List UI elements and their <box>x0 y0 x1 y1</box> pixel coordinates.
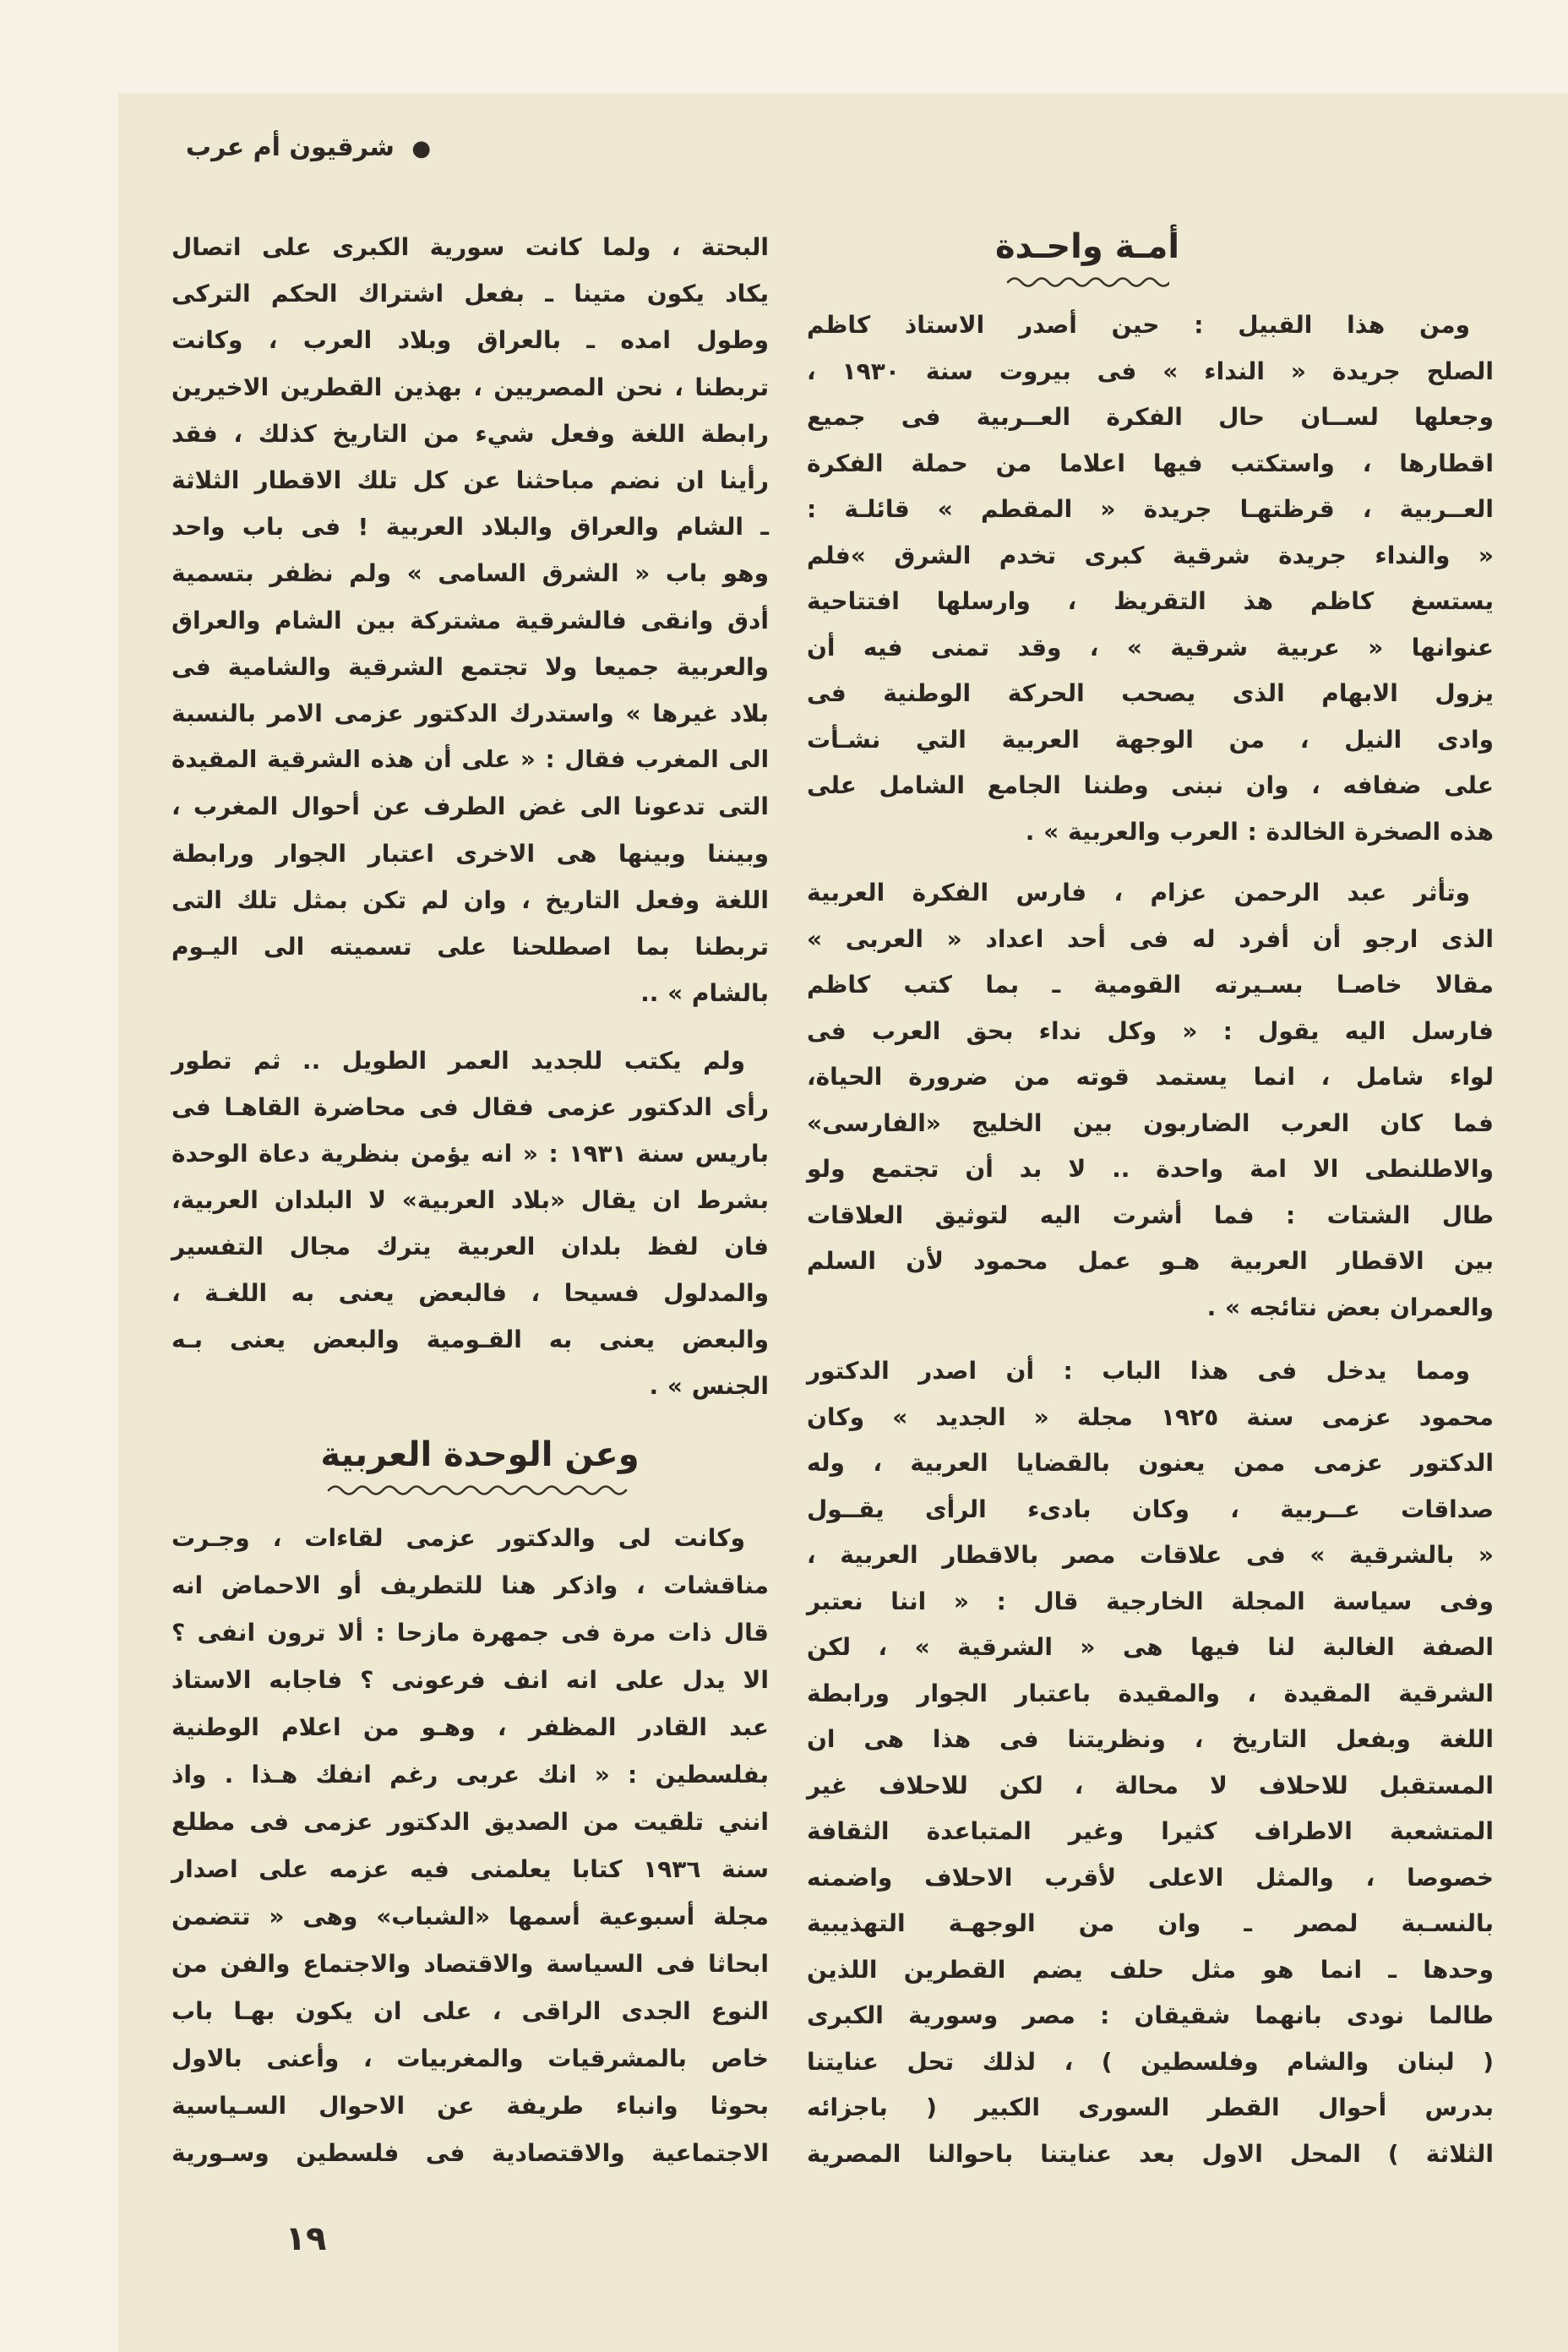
text-line: طالما نودى بانهما شقيقان : مصر وسورية الكبرى <box>807 2001 1494 2029</box>
text-line: وتأثر عبد الرحمن عزام ، فارس الفكرة العربية <box>807 879 1470 906</box>
text-line: ابحاثا فى السياسة والاقتصاد والاجتماع والفن من <box>172 1950 769 1978</box>
text-line: وجعلها لســان حال الفكرة العــربية فى جميع <box>807 403 1494 431</box>
text-line: والعمران بعض نتائجه » . <box>1206 1293 1494 1321</box>
text-line: قال ذات مرة فى جمهرة مازحا : ألا ترون انفى ؟ <box>172 1619 769 1647</box>
text-line: على ضفافه ، وان نبنى وطننا الجامع الشامل على <box>807 771 1494 799</box>
text-line: لواء شامل ، انما يستمد قوته من ضرورة الحياة، <box>807 1063 1494 1091</box>
text-line: عبد القادر المظفر ، وهـو من اعلام الوطنية <box>172 1713 769 1741</box>
text-line: الشرقية المقيدة ، والمقيدة باعتبار الجوار ورابطة <box>807 1679 1494 1707</box>
text-line: فارسل اليه يقول : « وكل نداء بحق العرب فى <box>807 1016 1494 1045</box>
running-header-title: شرقيون أم عرب <box>185 133 395 162</box>
text-line: خصوصا ، والمثل الاعلى لأقرب الاحلاف واضمنه <box>807 1863 1494 1892</box>
text-line: يزول الابهام الذى يصحب الحركة الوطنية فى <box>807 679 1494 707</box>
text-line: محمود عزمى سنة ١٩٢٥ مجلة « الجديد » وكان <box>807 1402 1494 1431</box>
text-line: الدكتور عزمى ممن يعنون بالقضايا العربية ، وله <box>807 1449 1494 1477</box>
text-line: بالشام » .. <box>640 979 769 1008</box>
text-line: بحوثا وانباء طريفة عن الاحوال السـياسية <box>172 2092 769 2120</box>
text-line: البحتة ، ولما كانت سورية الكبرى على اتصال <box>172 233 769 261</box>
text-line: وبيننا وبينها هى الاخرى اعتبار الجوار ورابطة <box>172 839 769 868</box>
text-line: وفى سياسة المجلة الخارجية قال : « اننا نعتبر <box>807 1587 1494 1615</box>
text-line: المستقبل للاحلاف لا محالة ، لكن للاحلاف غير <box>807 1771 1494 1799</box>
paragraph <box>172 1037 769 1409</box>
text-line: انني تلقيت من الصديق الدكتور عزمى فى مطلع <box>172 1808 769 1836</box>
section-heading: أمـة واحـدة <box>994 227 1180 266</box>
text-line: والعربية جميعا ولا تجتمع الشرقية والشامية فى <box>172 652 769 681</box>
text-line: تربطنا ، نحن المصريين ، بهذين القطرين الاخيرين <box>172 373 769 401</box>
text-line: رابطة اللغة وفعل شيء من التاريخ كذلك ، فقد <box>172 419 769 448</box>
text-line: وحدها ـ انما هو مثل حلف يضم القطرين اللذين <box>807 1955 1494 1984</box>
text-line: تربطنا بما اصطلحنا على تسميته الى اليـوم <box>172 933 769 961</box>
text-line: ـ الشام والعراق والبلاد العربية ! فى باب واحد <box>172 513 769 542</box>
page-number: ١٩ <box>285 2219 327 2258</box>
text-line: رأى الدكتور عزمى فقال فى محاضرة القاهـا فى <box>172 1093 769 1121</box>
text-line: بالنسـبة لمصر ـ وان من الوجهـة التهذيبية <box>807 1909 1494 1937</box>
text-line: مناقشات ، واذكر هنا للتطريف أو الاحماض انه <box>172 1571 769 1599</box>
text-line: الا يدل على انه انف فرعونى ؟ فاجابه الاستاذ <box>172 1666 769 1694</box>
text-line: فان لفظ بلدان العربية يترك مجال التفسير <box>172 1233 769 1260</box>
text-line: التى تدعونا الى غض الطرف عن أحوال المغرب ، <box>172 792 769 821</box>
text-line: والمدلول فسيحا ، فالبعض يعنى به اللغـة ، <box>172 1279 769 1307</box>
text-line: ( لبنان والشام وفلسطين ) ، لذلك تحل عنايتنا <box>807 2047 1494 2076</box>
text-line: بين الاقطار العربية هـو عمل محمود لأن السلم <box>807 1247 1494 1275</box>
text-line: الذى ارجو أن أفرد له فى أحد اعداد « العربى » <box>807 924 1494 953</box>
text-line: عنوانها « عربية شرقية » ، وقد تمنى فيه أن <box>807 633 1494 662</box>
text-line: خاص بالمشرقيات والمغربيات ، وأعنى بالاول <box>172 2044 769 2072</box>
wavy-underline <box>1005 272 1169 292</box>
text-line: الثلاثة ) المحل الاول بعد عنايتنا باحوالنا المصرية <box>807 2139 1494 2168</box>
text-line: الى المغرب فقال : « على أن هذه الشرقية المقيدة <box>172 746 769 774</box>
paragraph <box>807 1348 1494 2177</box>
text-line: والاطلنطى الا امة واحدة .. لا بد أن تجتمع ولو <box>807 1155 1494 1183</box>
paragraph <box>807 302 1494 855</box>
text-line: الصلح جريدة « النداء » فى بيروت سنة ١٩٣٠ ، <box>807 357 1494 385</box>
text-line: « بالشرقية » فى علاقات مصر بالاقطار العربية ، <box>807 1541 1494 1569</box>
running-header <box>161 127 431 170</box>
text-line: بلاد غيرها » واستدرك الدكتور عزمى الامر بالنسبة <box>172 700 769 728</box>
text-line: العــربية ، قرظتهـا جريدة « المقطم » قائلـة : <box>807 495 1494 523</box>
text-line: ومن هذا القبيل : حين أصدر الاستاذ كاظم <box>807 311 1470 339</box>
section-heading: وعن الوحدة العربية <box>320 1435 640 1474</box>
text-line: رأينا ان نضم مباحثنا عن كل تلك الاقطار الثلاثة <box>172 466 769 495</box>
text-line: الاجتماعية والاقتصادية فى فلسطين وسـورية <box>172 2139 769 2167</box>
text-line: صداقات عــربية ، وكان بادىء الرأى يقــول <box>807 1494 1494 1523</box>
text-line: ومما يدخل فى هذا الباب : أن اصدر الدكتور <box>807 1357 1470 1385</box>
text-line: وهو باب « الشرق السامى » ولم نظفر بتسمية <box>172 559 769 588</box>
bullet-icon: ● <box>411 136 431 161</box>
text-line: سنة ١٩٣٦ كتابا يعلمنى فيه عزمه على اصدار <box>172 1855 769 1883</box>
text-line: والبعض يعنى به القـومية والبعض يعنى بـه <box>172 1326 769 1353</box>
paragraph <box>807 870 1494 1331</box>
text-line: مجلة أسبوعية أسمها «الشباب» وهى « تتضمن <box>172 1903 769 1930</box>
text-line: الجنس » . <box>649 1372 769 1400</box>
paragraph <box>172 224 769 1016</box>
text-line: باريس سنة ١٩٣١ : « انه يؤمن بنظرية دعاة الوحدة <box>172 1140 769 1168</box>
text-line: النوع الجدى الراقى ، على ان يكون بهـا باب <box>172 1997 769 2025</box>
text-line: أدق وانقى فالشرقية مشتركة بين الشام والعراق <box>172 606 769 634</box>
text-line: مقالا خاصـا بسـيرته القومية ـ بما كتب كاظم <box>807 971 1494 999</box>
text-line: بشرط ان يقال «بلاد العربية» لا البلدان العربية، <box>172 1186 769 1214</box>
text-line: اقطارها ، واستكتب فيها اعلاما من حملة الفكرة <box>807 449 1494 477</box>
text-line: اللغة وبفعل التاريخ ، ونظريتنا فى هذا هى ان <box>807 1725 1494 1753</box>
text-line: بفلسطين : « انك عربى رغم انفك هـذا . واذ <box>172 1761 769 1788</box>
paragraph <box>172 1515 769 2177</box>
text-line: فما كان العرب الضاربون بين الخليج «الفارسى» <box>807 1108 1494 1137</box>
text-line: يستسغ كاظم هذ التقريظ ، وارسلها افتتاحية <box>807 587 1494 615</box>
text-line: ولم يكتب للجديد العمر الطويل .. ثم تطور <box>172 1047 745 1075</box>
text-line: وادى النيل ، من الوجهة العربية التي نشـأت <box>807 725 1494 754</box>
text-line: الصفة الغالبة لنا فيها هى « الشرقية » ، لكن <box>807 1633 1494 1661</box>
text-line: هذه الصخرة الخالدة : العرب والعربية » . <box>1025 817 1494 846</box>
wavy-underline <box>326 1480 630 1500</box>
text-line: المتشعبة الاطراف كثيرا وغير المتباعدة الثقافة <box>807 1817 1494 1845</box>
text-line: « والنداء جريدة شرقية كبرى تخدم الشرق »فلم <box>807 541 1494 569</box>
text-line: يكاد يكون متينا ـ بفعل اشتراك الحكم التركى <box>172 280 769 308</box>
text-line: بدرس أحوال القطر السورى الكبير ( باجزائه <box>807 2093 1494 2121</box>
text-line: طال الشتات : فما أشرت اليه لتوثيق العلاقات <box>807 1200 1494 1229</box>
text-line: وطول امده ـ بالعراق وبلاد العرب ، وكانت <box>172 326 769 355</box>
text-line: اللغة وفعل التاريخ ، وان لم تكن بمثل تلك التى <box>172 885 769 914</box>
text-line: وكانت لى والدكتور عزمى لقاءات ، وجـرت <box>172 1524 745 1552</box>
